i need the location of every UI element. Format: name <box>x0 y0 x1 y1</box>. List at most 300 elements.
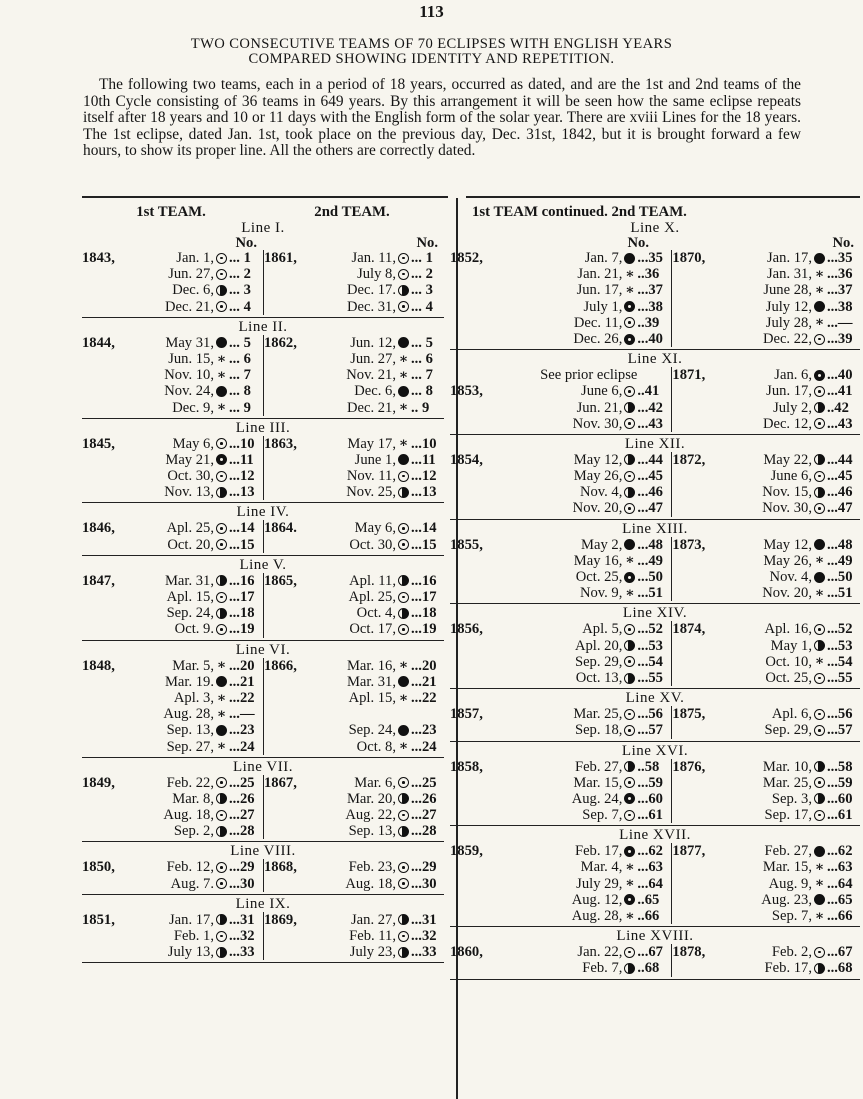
eclipse-date: Nov. 20, <box>762 585 812 602</box>
eclipse-date: Jan. 1, <box>176 250 214 266</box>
eclipse-number: ...27 <box>411 807 437 824</box>
eclipse-number: ...37 <box>637 282 663 299</box>
eclipse-number: ...42 <box>637 399 663 416</box>
dotted-circle-icon <box>398 523 409 534</box>
eclipse-row <box>82 383 444 399</box>
second-team-cell <box>672 282 861 298</box>
asterisk-icon <box>216 693 227 704</box>
half-filled-circle-icon <box>398 608 409 619</box>
line-title: Line IV. <box>236 504 290 521</box>
eclipse-date: Oct. 17, <box>349 621 396 638</box>
eclipse-date: Jan. 22, <box>577 944 623 961</box>
eclipse-number: ...28 <box>411 823 437 840</box>
line-title: Line III. <box>235 419 291 436</box>
eclipse-date: Dec. 11, <box>573 314 623 331</box>
eclipse-date: Oct. 4, <box>356 605 396 622</box>
eclipse-date: July 29, <box>576 875 623 892</box>
eclipse-date: Oct. 25, <box>575 569 623 585</box>
second-team-cell <box>264 775 445 791</box>
asterisk-icon <box>216 709 227 720</box>
eclipse-row <box>450 843 860 859</box>
eclipse-year: 1857, <box>450 706 483 723</box>
first-team-cell <box>82 282 264 298</box>
first-team-cell <box>82 928 264 944</box>
first-team-cell <box>450 638 672 654</box>
asterisk-icon <box>398 370 409 381</box>
eclipse-year: 1859, <box>450 843 483 860</box>
dotted-circle-icon <box>624 418 635 429</box>
eclipse-number: ...41 <box>826 383 853 400</box>
eclipse-date: Dec. 6, <box>172 282 214 299</box>
eclipse-row <box>450 791 860 807</box>
eclipse-number: ... 9 <box>229 399 251 416</box>
first-team-cell <box>82 266 264 282</box>
asterisk-icon <box>814 911 825 922</box>
filled-circle-icon <box>814 253 825 264</box>
eclipse-row <box>450 569 860 585</box>
asterisk-icon <box>624 269 635 280</box>
first-team-cell <box>450 452 672 468</box>
eclipse-date: Mar. 5, <box>172 657 214 674</box>
eclipse-number: ...49 <box>637 552 663 569</box>
eclipse-row <box>82 876 444 892</box>
second-team-cell <box>264 605 445 621</box>
first-team-cell <box>450 908 672 924</box>
eclipse-date: Jan. 7, <box>584 250 623 266</box>
eclipse-row <box>450 775 860 791</box>
dotted-circle-icon <box>216 539 227 550</box>
dotted-circle-icon <box>398 592 409 603</box>
right-column-header <box>450 202 860 221</box>
eclipse-year: 1851, <box>82 911 115 928</box>
eclipse-row <box>450 807 860 823</box>
eclipse-year: 1868, <box>264 859 297 876</box>
second-team-cell <box>672 299 861 315</box>
dotted-circle-icon <box>216 269 227 280</box>
second-team-cell <box>672 670 861 686</box>
eclipse-year: 1866, <box>264 657 297 674</box>
eclipse-row <box>450 416 860 432</box>
second-team-cell <box>672 537 861 553</box>
eclipse-row <box>82 266 444 282</box>
dotted-circle-icon <box>216 878 227 889</box>
eclipse-number: ... 1 <box>229 250 251 266</box>
first-team-cell <box>450 299 672 315</box>
eclipse-date: Mar. 15, <box>573 774 623 791</box>
eclipse-number: ...59 <box>826 774 853 791</box>
dotted-circle-icon <box>398 253 409 264</box>
asterisk-icon <box>216 402 227 413</box>
eclipse-date: Oct. 30, <box>167 468 214 485</box>
second-team-cell <box>672 266 861 282</box>
half-filled-circle-icon <box>624 640 635 651</box>
eclipse-year: 1861, <box>264 250 297 266</box>
eclipse-number: ...52 <box>826 621 853 638</box>
filled-circle-icon <box>398 386 409 397</box>
page-number: 113 <box>419 2 444 21</box>
second-team-cell <box>672 859 861 875</box>
line-title: Line IX. <box>235 895 291 912</box>
eclipse-date: Jun. 17, <box>766 383 812 400</box>
eclipse-date: Aug. 28, <box>163 706 214 723</box>
eclipse-date: Mar. 31, <box>164 572 214 589</box>
line-title: Line XI. <box>627 351 683 368</box>
eclipse-number: ...60 <box>826 790 853 807</box>
half-filled-circle-icon <box>216 914 227 925</box>
half-filled-circle-icon <box>398 487 409 498</box>
eclipse-date: Apl. 16, <box>764 621 812 638</box>
eclipse-number: ..66 <box>637 908 660 924</box>
eclipse-date: Nov. 4, <box>579 484 623 501</box>
first-team-cell <box>82 520 264 536</box>
second-team-cell <box>672 250 861 266</box>
eclipse-number: ...19 <box>411 621 437 638</box>
eclipse-date: Dec. 21, <box>164 298 214 315</box>
eclipse-number: ...20 <box>411 657 437 674</box>
first-team-cell <box>82 876 264 892</box>
first-team-cell <box>82 791 264 807</box>
eclipse-date: Feb. 27, <box>574 758 623 775</box>
eclipse-date: Mar. 20, <box>346 790 396 807</box>
eclipse-number: ...21 <box>229 673 255 690</box>
half-filled-circle-icon <box>216 575 227 586</box>
eclipse-date: Apl. 11, <box>349 572 396 589</box>
asterisk-icon <box>814 656 825 667</box>
second-team-cell <box>672 892 861 908</box>
eclipse-row <box>82 351 444 367</box>
half-filled-circle-icon <box>398 285 409 296</box>
eclipse-date: Aug. 7. <box>170 875 214 892</box>
eclipse-number: ...61 <box>826 807 853 824</box>
second-team-cell <box>264 436 445 452</box>
second-team-cell <box>264 335 445 351</box>
half-filled-circle-icon <box>216 285 227 296</box>
dotted-circle-icon <box>624 777 635 788</box>
asterisk-icon <box>398 438 409 449</box>
dotted-circle-icon <box>814 725 825 736</box>
eclipse-number: ...55 <box>637 669 663 686</box>
second-team-cell <box>264 722 445 738</box>
second-team-cell <box>264 658 445 674</box>
asterisk-icon <box>624 285 635 296</box>
second-team-cell <box>672 553 861 569</box>
eclipse-number: ...56 <box>826 706 853 723</box>
eclipse-year: 1878, <box>672 944 706 961</box>
second-team-cell <box>264 876 445 892</box>
eclipse-year: 1867, <box>264 774 297 791</box>
dotted-circle-icon <box>216 810 227 821</box>
eclipse-row <box>450 638 860 654</box>
eclipse-date: Nov. 20, <box>572 500 623 517</box>
first-team-cell <box>450 569 672 585</box>
first-team-cell <box>450 722 672 738</box>
eclipse-date: Oct. 25, <box>765 669 812 686</box>
second-team-cell <box>264 739 445 755</box>
dotted-circle-icon <box>814 777 825 788</box>
eclipse-row <box>450 331 860 347</box>
eclipse-year: 1872, <box>672 451 706 468</box>
dotted-circle-icon <box>814 673 825 684</box>
eclipse-line-block <box>82 505 444 555</box>
eclipse-number: ...67 <box>637 944 663 961</box>
first-team-cell <box>82 436 264 452</box>
eclipse-line-block <box>450 828 860 927</box>
half-filled-circle-icon <box>216 487 227 498</box>
dotted-circle-icon <box>216 253 227 264</box>
first-team-cell <box>450 775 672 791</box>
filled-circle-icon <box>398 676 409 687</box>
eclipse-row <box>450 553 860 569</box>
eclipse-date: Aug. 22, <box>345 807 396 824</box>
eclipse-date: Mar. 25, <box>573 706 623 723</box>
eclipse-row <box>82 775 444 791</box>
eclipse-date: Sep. 2, <box>173 823 214 840</box>
eclipse-number: ...55 <box>826 669 853 686</box>
line-title: Line XV. <box>625 690 685 707</box>
eclipse-number: ...54 <box>637 653 663 670</box>
first-team-cell <box>450 416 672 432</box>
eclipse-date: July 8, <box>357 266 396 283</box>
dotted-circle-icon <box>814 386 825 397</box>
half-filled-circle-icon <box>216 826 227 837</box>
eclipse-number: ...17 <box>411 589 437 605</box>
eclipse-number: ...62 <box>637 843 663 860</box>
ringed-circle-icon <box>814 370 825 381</box>
eclipse-row <box>450 876 860 892</box>
eclipse-date: Mar. 19. <box>164 673 214 690</box>
dotted-circle-icon <box>624 709 635 720</box>
eclipse-row <box>82 468 444 484</box>
first-team-cell <box>450 400 672 416</box>
eclipse-number: ...20 <box>229 657 255 674</box>
half-filled-circle-icon <box>814 640 825 651</box>
eclipse-line-block <box>82 558 444 641</box>
first-team-cell <box>82 589 264 605</box>
eclipse-number: ...38 <box>637 298 663 315</box>
filled-circle-icon <box>216 386 227 397</box>
second-team-cell <box>672 416 861 432</box>
eclipse-number: ...58 <box>826 758 853 775</box>
first-team-cell <box>82 690 264 706</box>
eclipse-date: Jun. 17, <box>576 282 623 299</box>
eclipse-number: ...43 <box>826 415 853 432</box>
eclipse-year: 1873, <box>672 536 706 553</box>
first-team-cell <box>82 674 264 690</box>
eclipse-row <box>450 944 860 960</box>
eclipse-number: ... 4 <box>229 298 251 315</box>
eclipse-date: Aug. 18, <box>163 807 214 824</box>
eclipse-date: July 12, <box>765 298 812 315</box>
eclipse-number: ..41 <box>637 383 660 400</box>
eclipse-year: 1853, <box>450 383 483 400</box>
eclipse-year: 1865, <box>264 572 297 589</box>
eclipse-date: July 13, <box>167 944 214 961</box>
eclipse-row <box>450 722 860 738</box>
eclipse-row <box>82 367 444 383</box>
eclipse-date: Sep. 29, <box>764 722 812 739</box>
eclipse-number: ...47 <box>826 500 853 517</box>
second-team-cell <box>672 638 861 654</box>
second-team-cell <box>264 468 445 484</box>
filled-circle-icon <box>814 572 825 583</box>
eclipse-row <box>82 484 444 500</box>
first-team-cell <box>450 843 672 859</box>
eclipse-row <box>450 537 860 553</box>
first-team-cell <box>82 621 264 637</box>
ringed-circle-icon <box>216 454 227 465</box>
line-title: Line VI. <box>235 641 291 658</box>
eclipse-number: ...45 <box>826 468 853 485</box>
eclipse-number: ...11 <box>411 451 436 468</box>
no-label: No. <box>832 235 854 251</box>
eclipse-number: ...62 <box>826 843 853 860</box>
line-title: Line VII. <box>232 758 294 775</box>
eclipse-date: Sep. 7, <box>582 807 623 824</box>
eclipse-row <box>450 759 860 775</box>
dotted-circle-icon <box>624 624 635 635</box>
page-title <box>60 37 803 67</box>
half-filled-circle-icon <box>814 402 825 413</box>
filled-circle-icon <box>216 725 227 736</box>
eclipse-number: ...28 <box>229 823 255 840</box>
eclipse-number: ...46 <box>826 484 853 501</box>
first-team-cell <box>82 722 264 738</box>
eclipse-number: ...43 <box>637 415 663 432</box>
eclipse-date: Sep. 7, <box>771 908 812 924</box>
eclipse-date: Nov. 11, <box>346 468 396 485</box>
eclipse-date: May 12, <box>763 536 812 553</box>
second-team-cell <box>264 621 445 637</box>
eclipse-line-block <box>450 221 860 350</box>
eclipse-date: Aug. 12, <box>571 891 623 908</box>
filled-circle-icon <box>624 253 635 264</box>
filled-circle-icon <box>814 539 825 550</box>
eclipse-year: 1855, <box>450 536 483 553</box>
eclipse-number: ..39 <box>637 314 660 331</box>
eclipse-date: Oct. 13, <box>575 669 623 686</box>
first-team-cell <box>450 367 672 383</box>
eclipse-row <box>82 739 444 755</box>
filled-circle-icon <box>398 337 409 348</box>
first-team-cell <box>450 468 672 484</box>
second-team-cell <box>264 400 445 416</box>
eclipse-number: ...40 <box>637 330 663 347</box>
first-team-cell <box>82 400 264 416</box>
eclipse-number: ...— <box>826 314 853 331</box>
first-team-cell <box>450 331 672 347</box>
eclipse-date: Oct. 20, <box>167 536 214 553</box>
eclipse-year: 1846, <box>82 520 115 537</box>
eclipse-number: ...51 <box>637 585 663 602</box>
eclipse-number: ...11 <box>229 451 254 468</box>
second-team-cell <box>264 674 445 690</box>
eclipse-number: ...33 <box>411 944 437 961</box>
ringed-circle-icon <box>624 301 635 312</box>
eclipse-number: ...57 <box>826 722 853 739</box>
asterisk-icon <box>814 862 825 873</box>
eclipse-date: Jun. 15, <box>168 350 214 367</box>
eclipse-number: ...15 <box>411 536 437 553</box>
eclipse-line-block <box>450 437 860 520</box>
second-team-cell <box>264 944 445 960</box>
right-column <box>450 202 860 982</box>
second-team-cell <box>264 250 445 266</box>
second-team-cell <box>672 367 861 383</box>
eclipse-date: Mar. 15, <box>762 859 812 876</box>
eclipse-date: May 17, <box>347 435 396 452</box>
eclipse-year: 1875, <box>672 706 706 723</box>
eclipse-date: Apl. 5, <box>582 621 623 638</box>
eclipse-number: ..58 <box>637 758 660 775</box>
eclipse-year: 1863, <box>264 435 297 452</box>
dotted-circle-icon <box>624 386 635 397</box>
eclipse-year: 1858, <box>450 758 483 775</box>
first-team-cell <box>82 468 264 484</box>
eclipse-number: ...13 <box>229 484 255 501</box>
dotted-circle-icon <box>398 810 409 821</box>
eclipse-date: Nov. 4, <box>769 569 812 585</box>
eclipse-date: Nov. 30, <box>572 415 623 432</box>
eclipse-number: ...16 <box>411 572 437 589</box>
second-team-cell <box>672 468 861 484</box>
asterisk-icon <box>814 555 825 566</box>
dotted-circle-icon <box>398 471 409 482</box>
eclipse-line-block <box>82 760 444 843</box>
dotted-circle-icon <box>624 317 635 328</box>
first-team-cell <box>450 266 672 282</box>
eclipse-row <box>82 621 444 637</box>
eclipse-year: 1860, <box>450 944 483 961</box>
second-team-cell <box>264 589 445 605</box>
eclipse-date: Mar. 8, <box>172 790 214 807</box>
top-rule-right <box>466 196 860 198</box>
eclipse-year: 1852, <box>450 250 483 266</box>
eclipse-number: ...13 <box>411 484 437 501</box>
half-filled-circle-icon <box>216 947 227 958</box>
eclipse-date: Apl. 25, <box>348 589 396 605</box>
eclipse-row <box>450 383 860 399</box>
second-team-cell <box>264 690 445 706</box>
eclipse-year: 1848, <box>82 657 115 674</box>
eclipse-date: May 2, <box>581 536 623 553</box>
eclipse-date: Sep. 24, <box>166 605 214 622</box>
eclipse-date: Aug. 9, <box>768 875 812 892</box>
eclipse-number: ..65 <box>637 891 660 908</box>
dotted-circle-icon <box>216 438 227 449</box>
eclipse-date: Apl. 25, <box>166 520 214 537</box>
first-team-cell <box>82 658 264 674</box>
eclipse-number: ... 2 <box>229 266 251 283</box>
line-title: Line I. <box>241 220 285 236</box>
asterisk-icon <box>216 660 227 671</box>
eclipse-number: ...45 <box>637 468 663 485</box>
eclipse-date: Apl. 6, <box>771 706 812 723</box>
eclipse-date: July 1, <box>583 298 623 315</box>
second-team-cell <box>672 400 861 416</box>
second-team-cell <box>264 351 445 367</box>
eclipse-line-block <box>450 352 860 435</box>
first-team-cell <box>450 282 672 298</box>
eclipse-date: Jan. 31, <box>766 266 812 283</box>
eclipse-number: ...22 <box>411 689 437 706</box>
eclipse-number: ...48 <box>637 536 663 553</box>
eclipse-year: 1856, <box>450 621 483 638</box>
dotted-circle-icon <box>624 725 635 736</box>
second-team-cell <box>672 960 861 976</box>
eclipse-row <box>450 500 860 516</box>
eclipse-year: 1874, <box>672 621 706 638</box>
eclipse-date: Nov. 9, <box>579 585 623 602</box>
